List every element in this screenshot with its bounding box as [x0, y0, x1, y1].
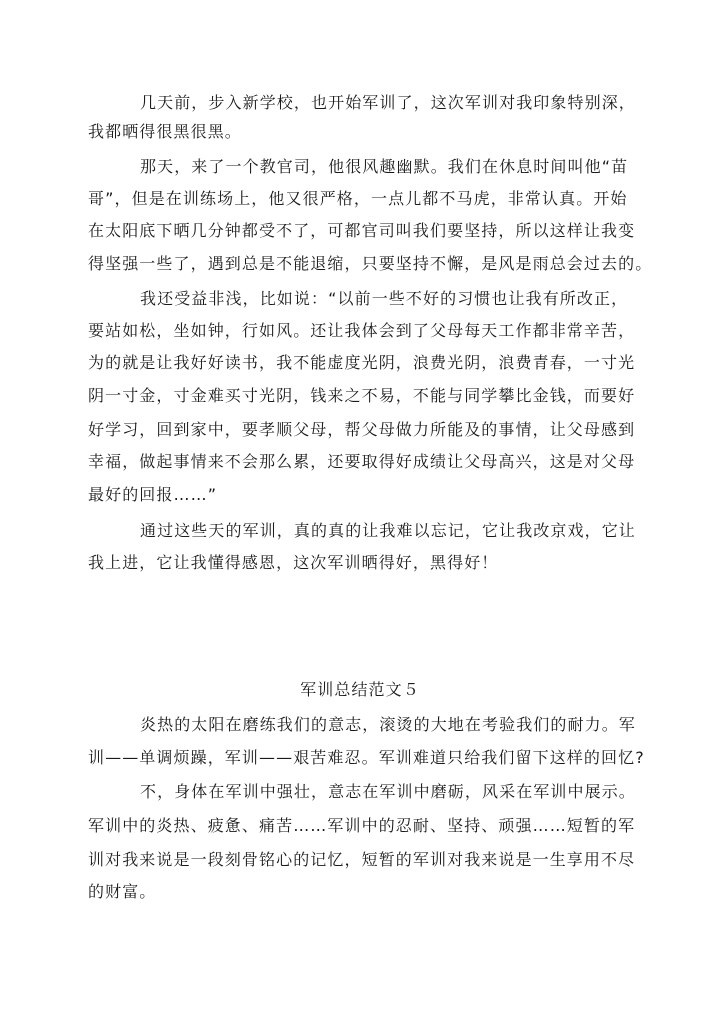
paragraph-line: 训——单调烦躁，军训——艰苦难忍。军训难道只给我们留下这样的回忆? [88, 748, 645, 767]
paragraph-line: 哥”，但是在训练场上，他又很严格，一点儿都不马虎，非常认真。开始 [88, 189, 628, 208]
paragraph-line: 要站如松，坐如钟，行如风。还让我体会到了父母每天工作都非常辛苦， [88, 321, 636, 340]
paragraph-line: 训对我来说是一段刻骨铭心的记忆，短暂的军训对我来说是一生享用不尽 [88, 850, 636, 869]
paragraph-line: 几天前，步入新学校，也开始军训了，这次军训对我印象特别深， [140, 93, 636, 112]
paragraph-line: 幸福，做起事情来不会那么累，还要取得好成绩让父母高兴，这是对父母 [88, 452, 636, 471]
paragraph-line: 得坚强一些了，遇到总是不能退缩，只要坚持不懈，是风是雨总会过去的。 [88, 254, 653, 273]
paragraph-line: 最好的回报……” [88, 485, 218, 504]
paragraph-line: 炎热的太阳在磨练我们的意志，滚烫的大地在考验我们的耐力。军 [140, 715, 636, 734]
section-title: 军训总结范文５ [300, 680, 420, 699]
paragraph-line: 为的就是让我好好读书，我不能虚度光阴，浪费光阴，浪费青春，一寸光 [88, 353, 636, 372]
paragraph-line: 我上进，它让我懂得感恩，这次军训晒得好，黑得好！ [88, 553, 499, 572]
paragraph-line: 阴一寸金，寸金难买寸光阴，钱来之不易，不能与同学攀比金钱，而要好 [88, 386, 636, 405]
paragraph-line: 那天，来了一个教官司，他很风趣幽默。我们在休息时间叫他“苗 [140, 157, 629, 176]
paragraph-line: 的财富。 [88, 882, 157, 901]
paragraph-line: 我还受益非浅，比如说：“以前一些不好的习惯也让我有所改正， [140, 289, 629, 308]
paragraph-line: 在太阳底下晒几分钟都受不了，可都官司叫我们要坚持，所以这样让我变 [88, 221, 636, 240]
paragraph-line: 通过这些天的军训，真的真的让我难以忘记，它让我改京戏，它让 [140, 521, 636, 540]
paragraph-line: 我都晒得很黑很黑。 [88, 122, 242, 141]
paragraph-line: 好学习，回到家中，要孝顺父母，帮父母做力所能及的事情，让父母感到 [88, 420, 636, 439]
paragraph-line: 军训中的炎热、疲惫、痛苦……军训中的忍耐、坚持、顽强……短暂的军 [88, 816, 636, 835]
paragraph-line: 不，身体在军训中强壮，意志在军训中磨砺，风采在军训中展示。 [140, 782, 636, 801]
